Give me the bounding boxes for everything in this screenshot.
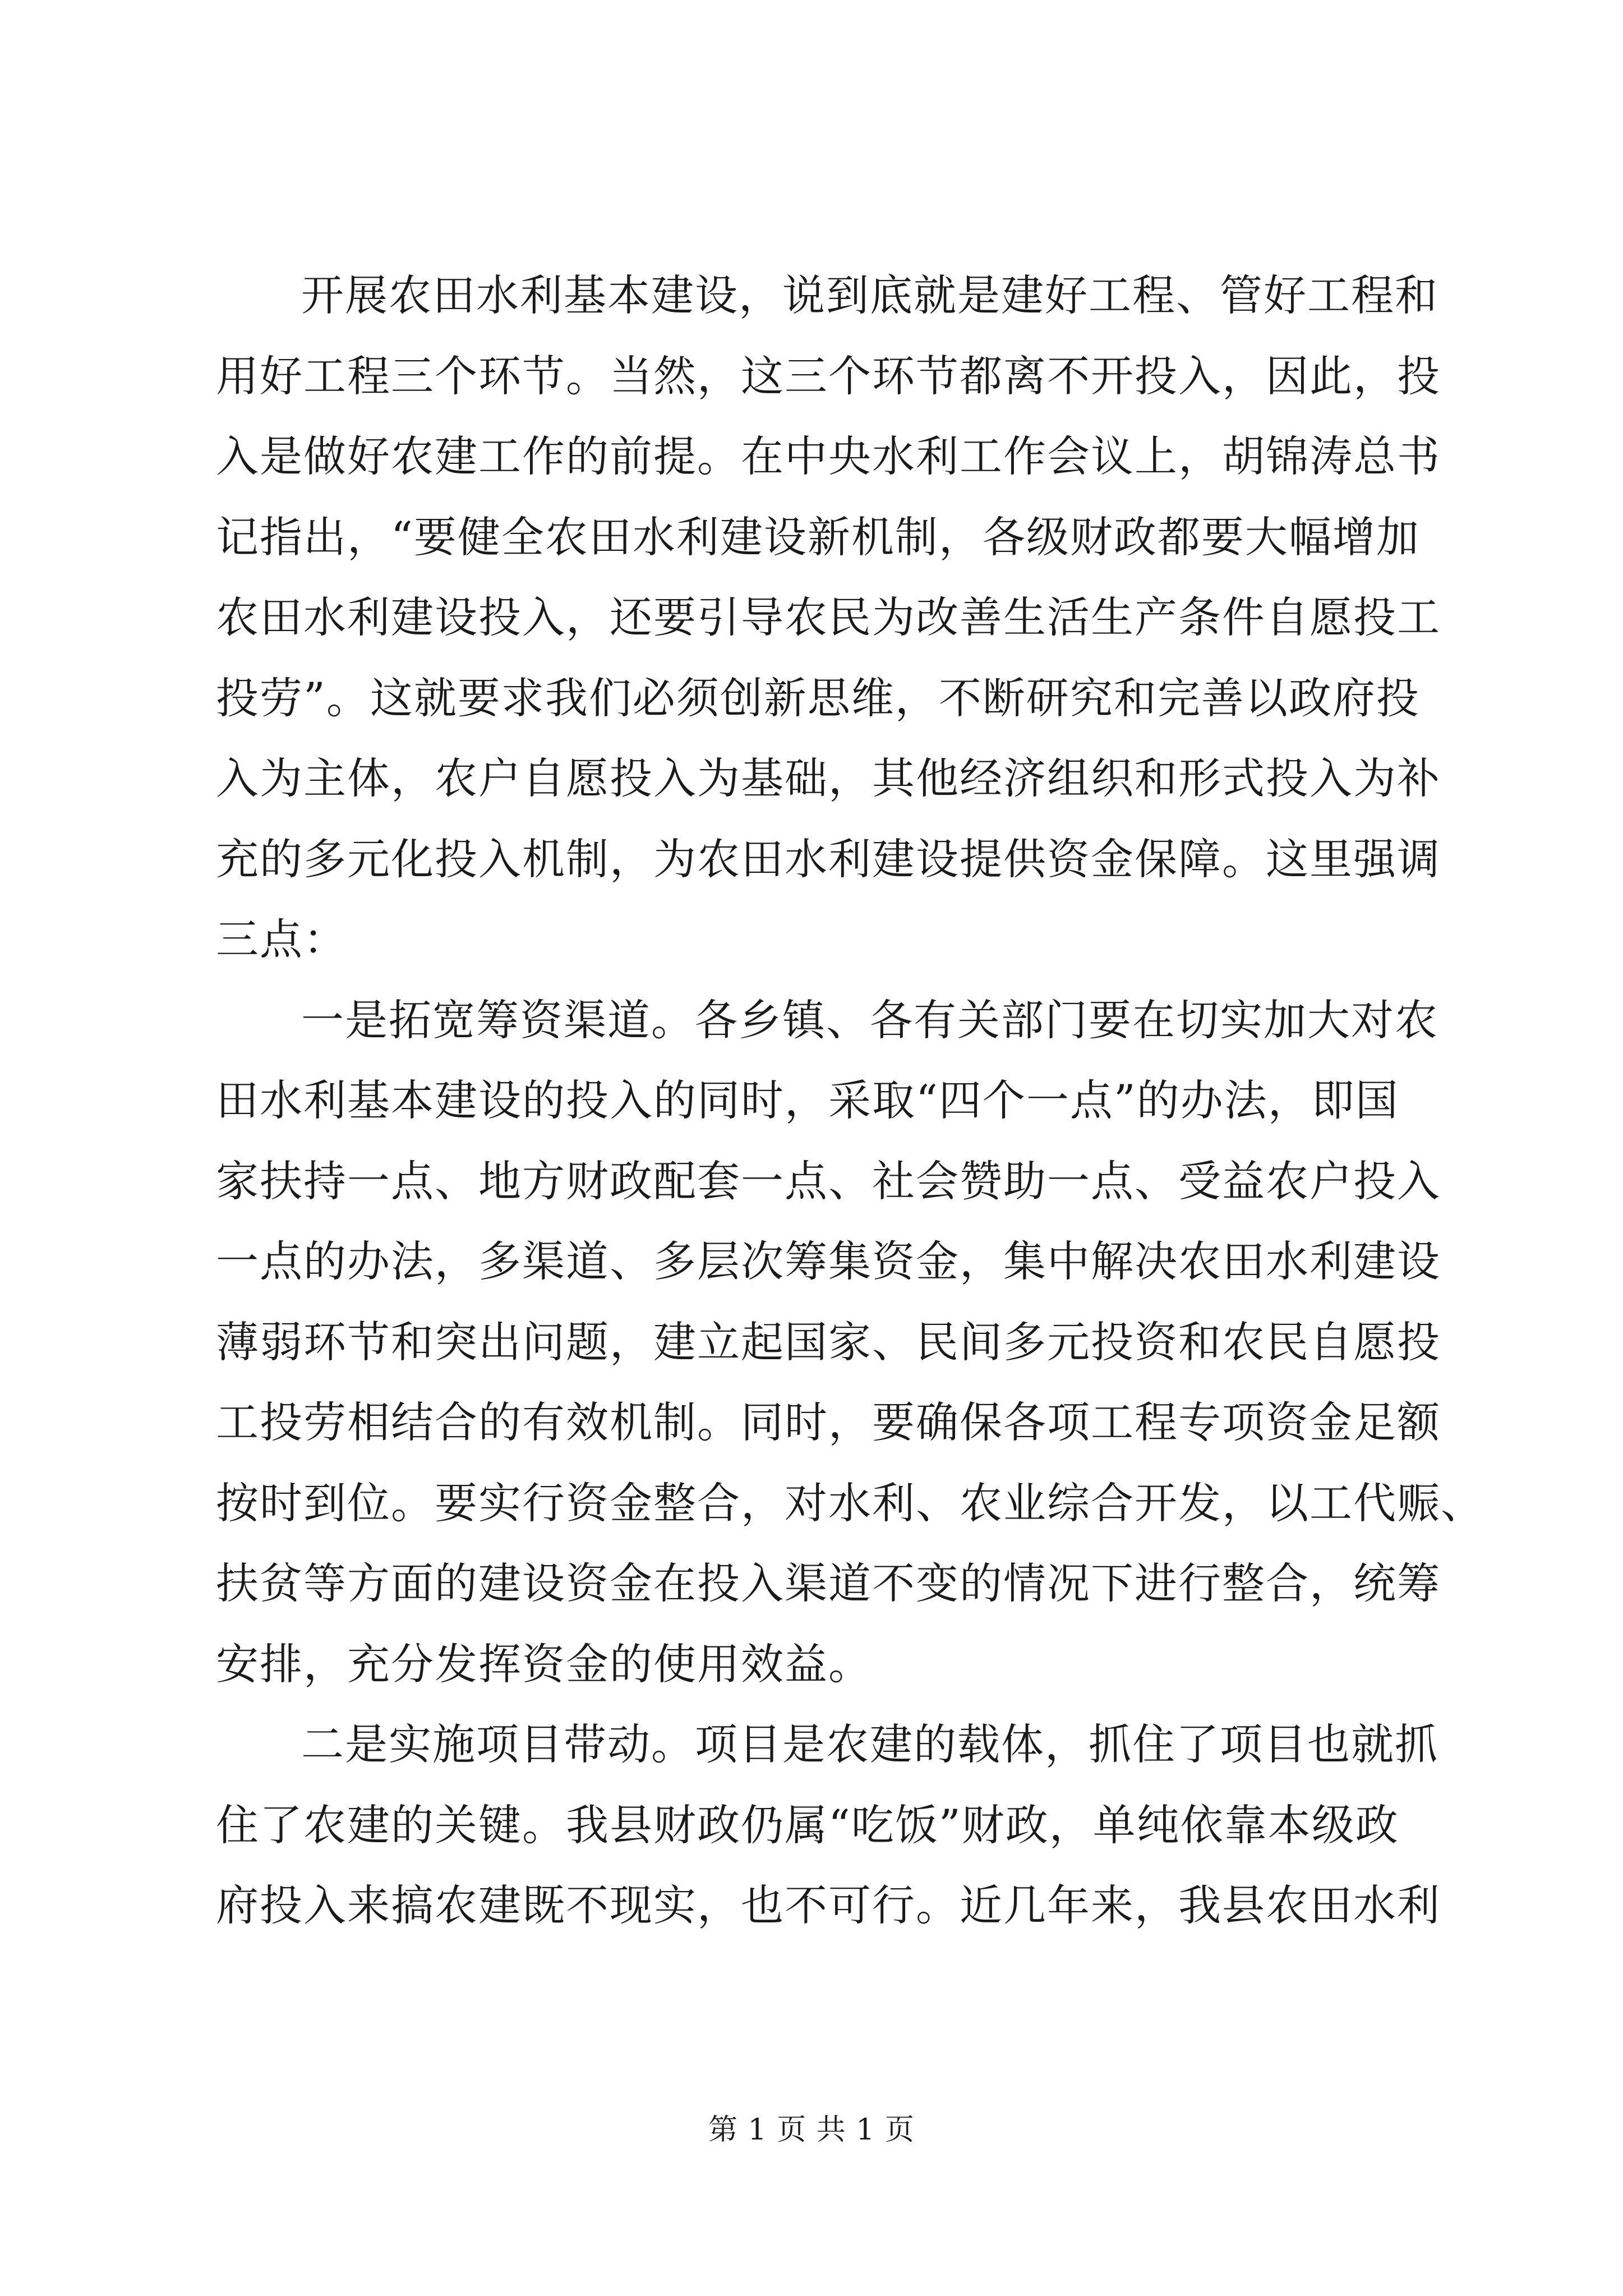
paragraph-1-line-8: 充的多元化投入机制，为农田水利建设提供资金保障。这里强调 (216, 834, 1441, 884)
paragraph-1-line-5: 农田水利建设投入，还要引导农民为改善生活生产条件自愿投工 (216, 592, 1441, 642)
paragraph-1-line-2: 用好工程三个环节。当然，这三个环节都离不开投入，因此，投 (216, 351, 1441, 401)
paragraph-2-line-5: 薄弱环节和突出问题，建立起国家、民间多元投资和农民自愿投 (216, 1317, 1441, 1367)
paragraph-3-line-3: 府投入来搞农建既不现实，也不可行。近几年来，我县农田水利 (216, 1880, 1441, 1930)
paragraph-2-line-2: 田水利基本建设的投入的同时，采取“四个一点”的办法，即国 (216, 1075, 1399, 1125)
paragraph-2-line-6: 工投劳相结合的有效机制。同时，要确保各项工程专项资金足额 (216, 1397, 1441, 1447)
paragraph-2-line-9: 安排，充分发挥资金的使用效益。 (216, 1639, 872, 1689)
paragraph-1-line-4: 记指出，“要健全农田水利建设新机制，各级财政都要大幅增加 (216, 512, 1420, 562)
paragraph-2-line-8: 扶贫等方面的建设资金在投入渠道不变的情况下进行整合，统筹 (216, 1558, 1441, 1608)
paragraph-1-line-7: 入为主体，农户自愿投入为基础，其他经济组织和形式投入为补 (216, 753, 1441, 803)
paragraph-1-line-3: 入是做好农建工作的前提。在中央水利工作会议上，胡锦涛总书 (216, 431, 1441, 481)
paragraph-1-line-9: 三点： (216, 914, 347, 964)
page-footer: 第 1 页 共 1 页 (708, 2113, 915, 2147)
paragraph-2-line-4: 一点的办法，多渠道、多层次筹集资金，集中解决农田水利建设 (216, 1236, 1441, 1286)
paragraph-2-line-1: 一是拓宽筹资渠道。各乡镇、各有关部门要在切实加大对农 (301, 995, 1438, 1045)
paragraph-1-line-1: 开展农田水利基本建设，说到底就是建好工程、管好工程和 (301, 270, 1438, 320)
paragraph-1-line-6: 投劳”。这就要求我们必须创新思维，不断研究和完善以政府投 (216, 673, 1420, 723)
paragraph-2-line-3: 家扶持一点、地方财政配套一点、社会赞助一点、受益农户投入 (216, 1156, 1441, 1206)
paragraph-3-line-1: 二是实施项目带动。项目是农建的载体，抓住了项目也就抓 (301, 1719, 1438, 1769)
paragraph-2-line-7: 按时到位。要实行资金整合，对水利、农业综合开发，以工代赈、 (216, 1478, 1484, 1528)
document-body (216, 255, 1484, 1946)
paragraph-3-line-2: 住了农建的关键。我县财政仍属“吃饭”财政，单纯依靠本级政 (216, 1800, 1399, 1850)
